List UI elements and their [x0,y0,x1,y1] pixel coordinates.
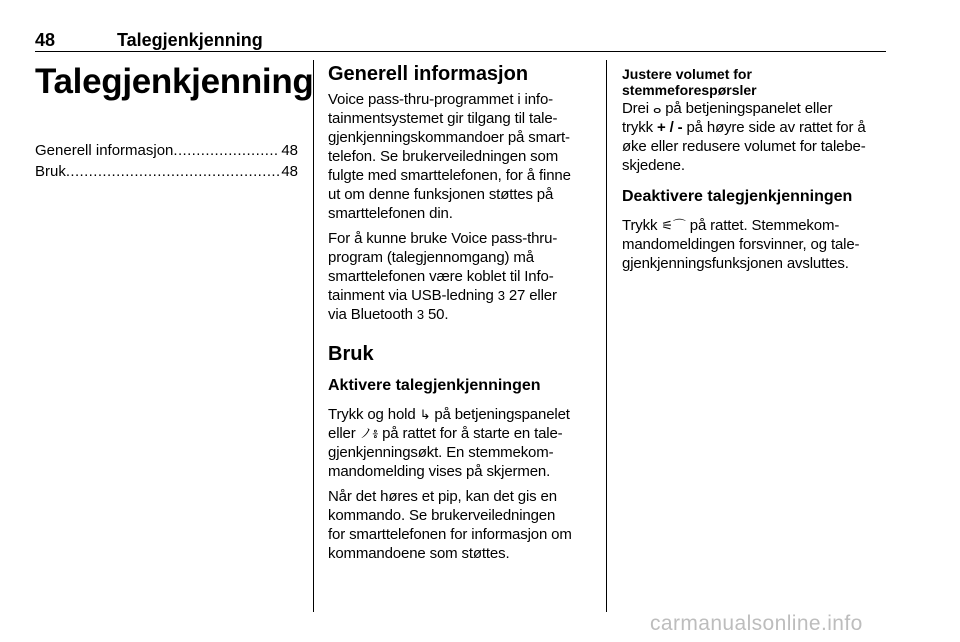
section-heading-usage: Bruk [328,343,374,365]
subheading-volume: Justere volumet for stemmeforespørsler [622,66,757,98]
column-middle [328,62,592,569]
subheading-deactivate: Deaktivere talegjenkjenningen [622,188,853,205]
mute-hangup-icon: ⚟⌒ [661,218,686,233]
running-title: Talegjenkjenning [117,30,263,50]
column-divider [313,60,314,612]
toc-page: 48 [281,163,298,180]
toc-leader [173,140,279,161]
page-reference-link[interactable]: 27 [508,287,526,304]
activate-paragraph-1: Trykk og hold ↳ på betjeningspanelet eller ノ៖ på rattet for å starte en tale- gjenkjenningsøkt. En stemmekom- mandomelding vises på skjermen. [328,406,570,480]
chapter-title: Talegjenkjenning [35,62,314,101]
toc-entry[interactable] [35,161,298,182]
table-of-contents [35,140,298,182]
page-reference-link[interactable]: 50. [427,306,449,323]
section-heading-general: Generell informasjon [328,63,529,85]
general-paragraph-1: Voice pass-thru-programmet i info- tainmentsystemet gir tilgang til tale- gjenkjenningskommandoer på smart- telefon. Se brukerveiledningen som fulgte med smarttelefonen, for å finne ut om denne funksjonen støttes på smarttelefonen din. [328,91,571,222]
toc-leader [66,161,279,182]
activate-paragraph-2: Når det høres et pip, kan det gis en kommando. Se brukerveiledningen for smarttelefonen for informasjon om kommandoene som støttes. [328,488,572,562]
deactivate-paragraph: Trykk ⚟⌒ på rattet. Stemmekom- mandomeldingen forsvinner, og tale- gjenkjenningsfunksjonen avsluttes. [622,217,860,272]
page-reference-arrow-icon: 3 [497,288,505,303]
watermark: carmanualsonline.info [650,612,863,635]
phone-icon: ↳ [419,407,431,422]
toc-page: 48 [281,142,298,159]
column-left [35,62,314,182]
column-right [622,62,888,279]
toc-entry[interactable] [35,140,298,161]
page-header [35,29,886,52]
toc-label: Bruk [35,163,66,180]
power-knob-icon: ⴰ [652,101,662,116]
volume-key: + / - [656,119,683,136]
toc-label: Generell informasjon [35,142,174,159]
volume-paragraph: Drei ⴰ på betjeningspanelet eller trykk + / - på høyre side av rattet for å øke eller redusere volumet for talebe- skjedene. [622,100,866,174]
subheading-activate: Aktivere talegjenkjenningen [328,377,541,394]
page-number: 48 [35,30,56,50]
page-reference-arrow-icon: 3 [416,307,424,322]
general-paragraph-2: For å kunne bruke Voice pass-thru- program (talegjennomgang) må smarttelefonen være koblet til Info- tainment via USB-ledning 3 27 eller via Bluetooth 3 50. [328,230,558,323]
voice-steering-wheel-icon: ノ៖ [359,426,379,441]
column-divider [606,60,607,612]
